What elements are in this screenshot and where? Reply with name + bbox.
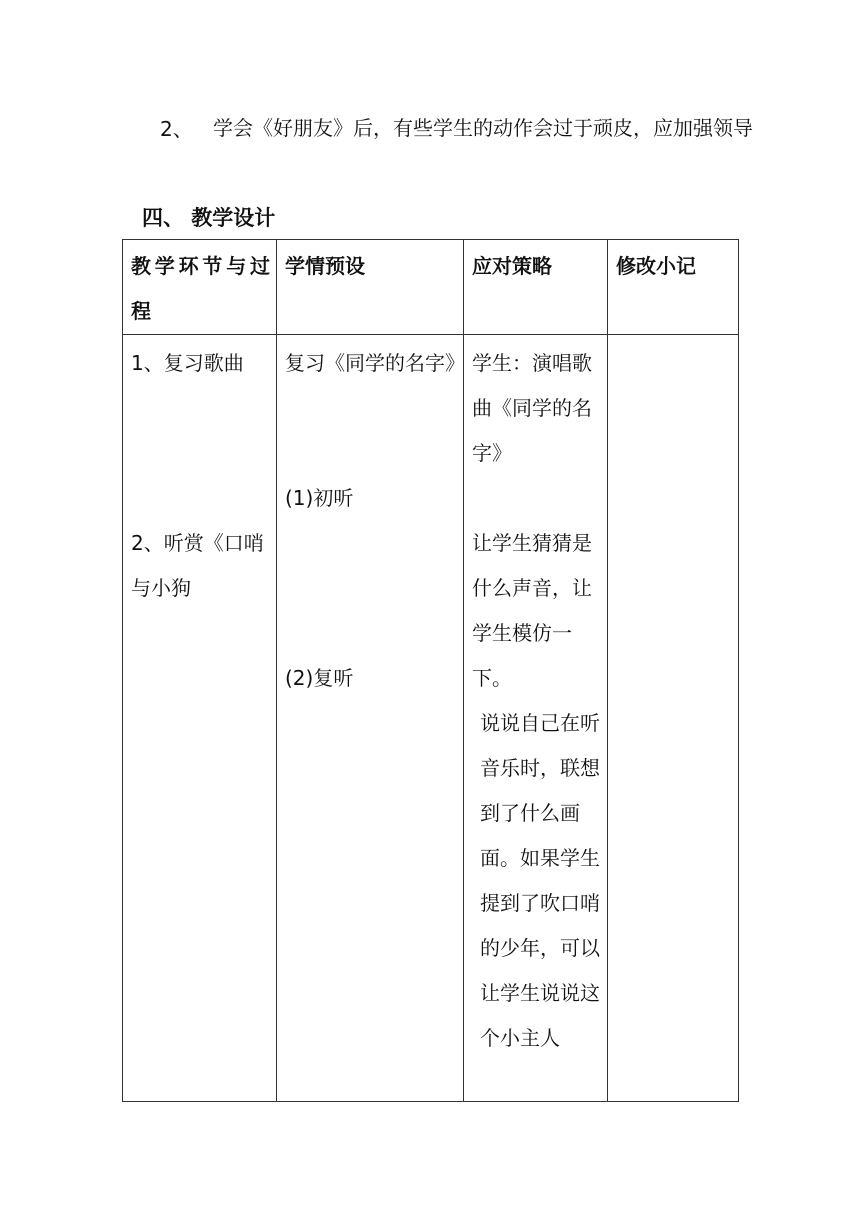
strategy-sing: 学生：演唱歌曲《同学的名字》	[472, 351, 592, 465]
header-text: 教学环节与过程	[131, 254, 270, 323]
cell-teaching-stage	[123, 335, 277, 1102]
header-revision-notes	[608, 240, 739, 335]
header-text: 学情预设	[285, 254, 365, 278]
spacer	[285, 386, 457, 431]
section-heading: 四、 教学设计	[142, 206, 276, 230]
spacer	[285, 521, 457, 566]
spacer	[131, 386, 270, 431]
header-student-situation	[277, 240, 464, 335]
list-item-number: 2、	[160, 117, 193, 141]
table-row	[123, 335, 739, 1102]
situation-first-listen: (1)初听	[285, 486, 354, 510]
header-strategy	[464, 240, 608, 335]
table-header-row	[123, 240, 739, 335]
header-text: 应对策略	[472, 254, 552, 278]
cell-revision-notes	[608, 335, 739, 1102]
spacer	[285, 431, 457, 476]
spacer	[285, 566, 457, 611]
header-teaching-stage	[123, 240, 277, 335]
teaching-design-table	[122, 239, 739, 1102]
situation-review: 复习《同学的名字》	[285, 351, 465, 375]
spacer	[131, 476, 270, 521]
strategy-describe-scene: 说说自己在听音乐时，联想到了什么画面。如果学生提到了吹口哨的少年，可以让学生说说这个小主人	[480, 711, 600, 1050]
header-text: 修改小记	[616, 254, 696, 278]
strategy-guess-sound: 让学生猜猜是什么声音，让学生模仿一下。	[472, 531, 592, 690]
step-review-song: 1、复习歌曲	[131, 351, 244, 375]
spacer	[285, 611, 457, 656]
cell-student-situation	[277, 335, 464, 1102]
cell-strategy	[464, 335, 608, 1102]
list-item-text: 学会《好朋友》后，有些学生的动作会过于顽皮，应加强领导	[213, 116, 753, 140]
step-listen-whistle: 2、听赏《口哨与小狗	[131, 531, 264, 600]
spacer	[472, 476, 601, 521]
spacer	[131, 431, 270, 476]
situation-second-listen: (2)复听	[285, 666, 354, 690]
